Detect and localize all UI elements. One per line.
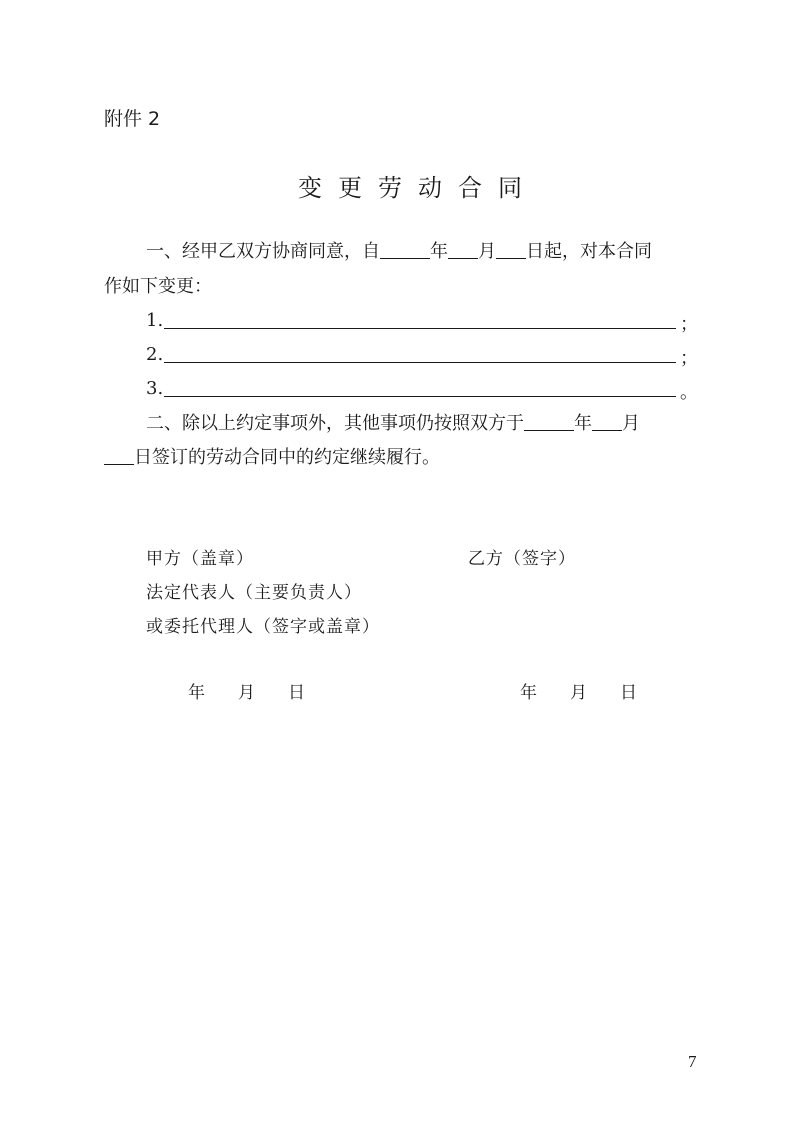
clause1-line1 (146, 240, 652, 264)
clause2-year-blank (524, 412, 574, 431)
item-2-end: ； (680, 348, 698, 369)
clause1-year-blank (380, 240, 430, 259)
item-3-blank-line (164, 396, 676, 397)
right-date-year: 年 (520, 683, 537, 703)
page-number: 7 (688, 1052, 697, 1071)
clause1-month-unit: 月 (478, 241, 496, 262)
document-title: 变更劳动合同 (298, 174, 538, 202)
item-2-number: 2. (146, 344, 164, 365)
right-date-day: 日 (620, 683, 637, 703)
clause1-prefix: 一、经甲乙双方协商同意，自 (146, 241, 380, 262)
item-1-end: ； (680, 314, 698, 335)
clause1-suffix: 日起，对本合同 (526, 241, 652, 262)
item-3-end: 。 (680, 382, 698, 403)
left-date-month: 月 (238, 683, 255, 703)
attachment-label: 附件 2 (104, 108, 161, 130)
clause1-day-blank (496, 240, 526, 259)
clause1-month-blank (448, 240, 478, 259)
clause2-day-blank (104, 446, 134, 465)
clause2-line2 (104, 446, 440, 470)
clause2-continuation: 日签订的劳动合同中的约定继续履行。 (134, 447, 440, 468)
clause2-year-unit: 年 (574, 413, 592, 434)
item-1-blank-line (164, 328, 676, 329)
clause2-month-unit: 月 (622, 413, 640, 434)
item-3-number: 3. (146, 378, 164, 399)
clause2-line1 (146, 412, 640, 436)
left-date-year: 年 (188, 683, 205, 703)
party-a-label: 甲方（盖章） (146, 549, 254, 569)
clause1-year-unit: 年 (430, 241, 448, 262)
legal-representative-label: 法定代表人（主要负责人） (146, 583, 362, 603)
left-date-day: 日 (288, 683, 305, 703)
agent-label: 或委托代理人（签字或盖章） (146, 617, 380, 637)
item-2-blank-line (164, 362, 676, 363)
clause2-prefix: 二、除以上约定事项外，其他事项仍按照双方于 (146, 413, 524, 434)
right-date-month: 月 (570, 683, 587, 703)
clause2-month-blank (592, 412, 622, 431)
item-1-number: 1. (146, 310, 164, 331)
clause1-continuation: 作如下变更： (104, 276, 212, 297)
party-b-label: 乙方（签字） (468, 549, 576, 569)
